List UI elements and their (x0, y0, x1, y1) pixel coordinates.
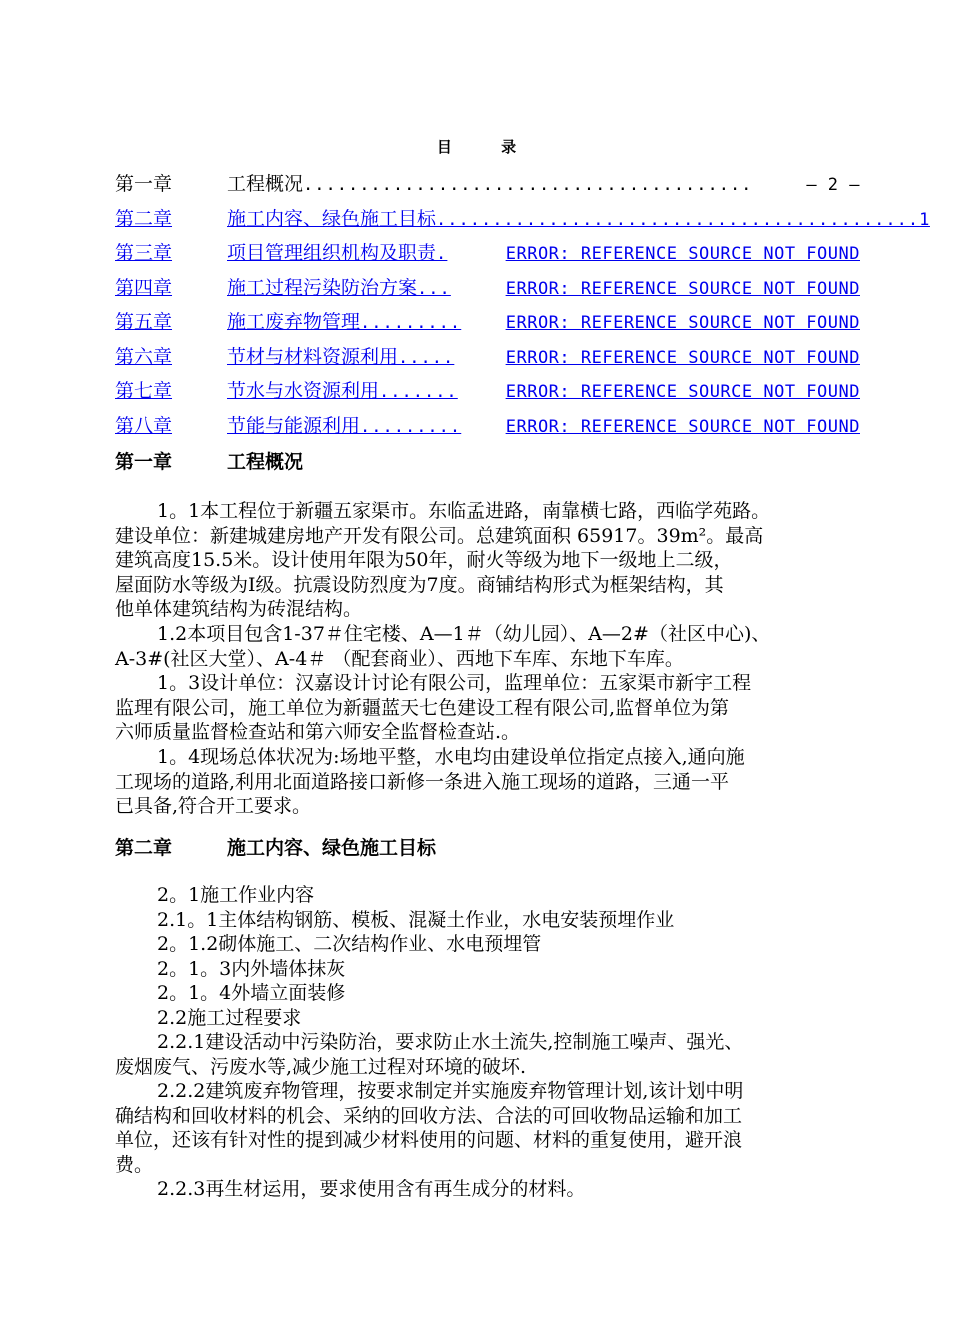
text-line: 建筑高度15.5米。设计使用年限为50年，耐火等级为地下一级地上二级， (115, 549, 733, 571)
text-line: 单位，还该有针对性的提到减少材料使用的问题、材料的重复使用，避开浪 (115, 1129, 743, 1151)
text-line: 2.2.3再生材运用，要求使用含有再生成分的材料。 (157, 1178, 586, 1200)
toc-leader-dots: . (436, 244, 448, 264)
text-line: 屋面防水等级为Ⅰ级。抗震设防烈度为7度。商铺结构形式为框架结构，其 (115, 573, 724, 596)
toc-page-reference: ERROR: REFERENCE SOURCE NOT FOUND (505, 313, 860, 333)
toc-page-reference: ERROR: REFERENCE SOURCE NOT FOUND (505, 244, 860, 264)
toc-chapter-title: 节水与水资源利用 (227, 380, 380, 402)
toc-page-reference: ERROR: REFERENCE SOURCE NOT FOUND (505, 382, 860, 402)
text-line: 2.2.2建筑废弃物管理，按要求制定并实施废弃物管理计划,该计划中明 (157, 1080, 744, 1102)
toc-entry[interactable] (115, 411, 860, 439)
toc-chapter-title: 项目管理组织机构及职责 (227, 242, 437, 264)
toc-entry (115, 169, 860, 197)
ch1-paragraph-1 (115, 499, 865, 622)
toc-leader-dots: ... (417, 278, 451, 299)
ch2-items (115, 883, 865, 1030)
text-line: 他单体建筑结构为砖混结构。 (115, 598, 363, 620)
chapter-number: 第一章 (115, 451, 173, 473)
text-line: 工现场的道路,利用北面道路接口新修一条进入施工现场的道路，三通一平 (115, 770, 730, 793)
toc-chapter-title: 施工废弃物管理 (227, 311, 361, 333)
toc-leader-dots: ......... (360, 416, 462, 437)
toc-chapter-number: 第八章 (115, 414, 173, 437)
chapter-2-heading (115, 833, 436, 860)
toc-chapter-number: 第三章 (115, 242, 173, 264)
ch1-paragraph-4 (115, 745, 865, 819)
text-line: 2。1。4外墙立面装修 (157, 982, 346, 1004)
text-line: 废烟废气、污废水等,减少施工过程对环境的破坏. (115, 1055, 527, 1078)
toc-chapter-title: 工程概况 (227, 173, 304, 195)
text-line: 已具备,符合开工要求。 (115, 795, 312, 817)
toc-chapter-title: 施工过程污染防治方案 (227, 276, 418, 299)
text-line: 2。1施工作业内容 (157, 884, 315, 906)
text-line: 2。1.2砌体施工、二次结构作业、水电预埋管 (157, 933, 542, 955)
toc-leader-dots: ..... (398, 347, 455, 368)
toc-chapter-title: 节材与材料资源利用 (227, 345, 399, 368)
ch2-paragraph-221 (115, 1030, 865, 1079)
toc-chapter-number: 第二章 (115, 207, 173, 230)
text-line: 建设单位：新建城建房地产开发有限公司。总建筑面积 65917。39m²。最高 (115, 524, 764, 547)
chapter-title: 工程概况 (227, 451, 304, 473)
toc-entry[interactable] (115, 376, 860, 404)
toc-chapter-title: 节能与能源利用 (227, 414, 361, 437)
text-line: 2.2.1建设活动中污染防治，要求防止水土流失,控制施工噪声、强光、 (157, 1031, 744, 1053)
chapter-title: 施工内容、绿色施工目标 (227, 837, 437, 859)
toc-page-reference: ERROR: REFERENCE SOURCE NOT FOUND (505, 416, 860, 437)
chapter-number: 第二章 (115, 837, 173, 859)
toc-leader-dots: ......... (360, 313, 462, 333)
toc-entry[interactable] (115, 342, 860, 370)
toc-entry[interactable] (115, 307, 860, 335)
toc-title: 目 录 (436, 138, 539, 156)
text-line: A-3#(社区大堂）、A-4＃ （配套商业）、西地下车库、东地下车库。 (115, 647, 684, 670)
toc-entry[interactable] (115, 204, 930, 232)
toc-chapter-number: 第四章 (115, 276, 173, 299)
toc-entry[interactable] (115, 273, 860, 301)
ch2-paragraph-223 (115, 1177, 865, 1202)
toc-chapter-number: 第六章 (115, 345, 173, 368)
toc-page-reference: ERROR: REFERENCE SOURCE NOT FOUND (505, 347, 860, 368)
text-line: 费。 (115, 1153, 154, 1176)
text-line: 2。1。3内外墙体抹灰 (157, 957, 346, 980)
chapter-1-heading (115, 447, 303, 474)
text-line: 1。1本工程位于新疆五家渠市。东临孟进路，南靠横七路，西临学苑路。 (157, 500, 771, 522)
toc-chapter-title: 施工内容、绿色施工目标 (227, 207, 437, 230)
toc-entry[interactable] (115, 238, 860, 266)
ch1-paragraph-2 (115, 622, 865, 671)
toc-page-reference: — 2 — (806, 175, 860, 195)
toc-leader-dots: ........................................ (303, 175, 753, 195)
toc-leader-dots: ....... (379, 382, 458, 402)
toc-page-reference: ERROR: REFERENCE SOURCE NOT FOUND (505, 278, 860, 299)
toc-chapter-number: 第五章 (115, 311, 173, 333)
ch1-paragraph-3 (115, 671, 865, 745)
text-line: 监理有限公司，施工单位为新疆蓝天七色建设工程有限公司,监督单位为第 (115, 696, 730, 719)
text-line: 2.1。1主体结构钢筋、模板、混凝土作业，水电安装预埋作业 (157, 908, 675, 931)
ch2-paragraph-222 (115, 1079, 865, 1177)
text-line: 确结构和回收材料的机会、采纳的回收方法、合法的可回收物品运输和加工 (115, 1104, 743, 1127)
text-line: 2.2施工过程要求 (157, 1006, 302, 1029)
text-line: 六师质量监督检查站和第六师安全监督检查站.。 (115, 721, 521, 743)
text-line: 1。3设计单位：汉嘉设计讨论有限公司，监理单位：五家渠市新宇工程 (157, 672, 752, 694)
toc-chapter-number: 第一章 (115, 173, 173, 195)
text-line: 1.2本项目包含1-37＃住宅楼、A—1＃（幼儿园）、A—2#（社区中心)、 (157, 623, 771, 645)
toc-leader-dots: ........................................... (436, 209, 920, 230)
toc-chapter-number: 第七章 (115, 380, 173, 402)
toc-page-reference: 1 (919, 209, 930, 230)
text-line: 1。4现场总体状况为:场地平整，水电均由建设单位指定点接入,通向施 (157, 746, 745, 768)
